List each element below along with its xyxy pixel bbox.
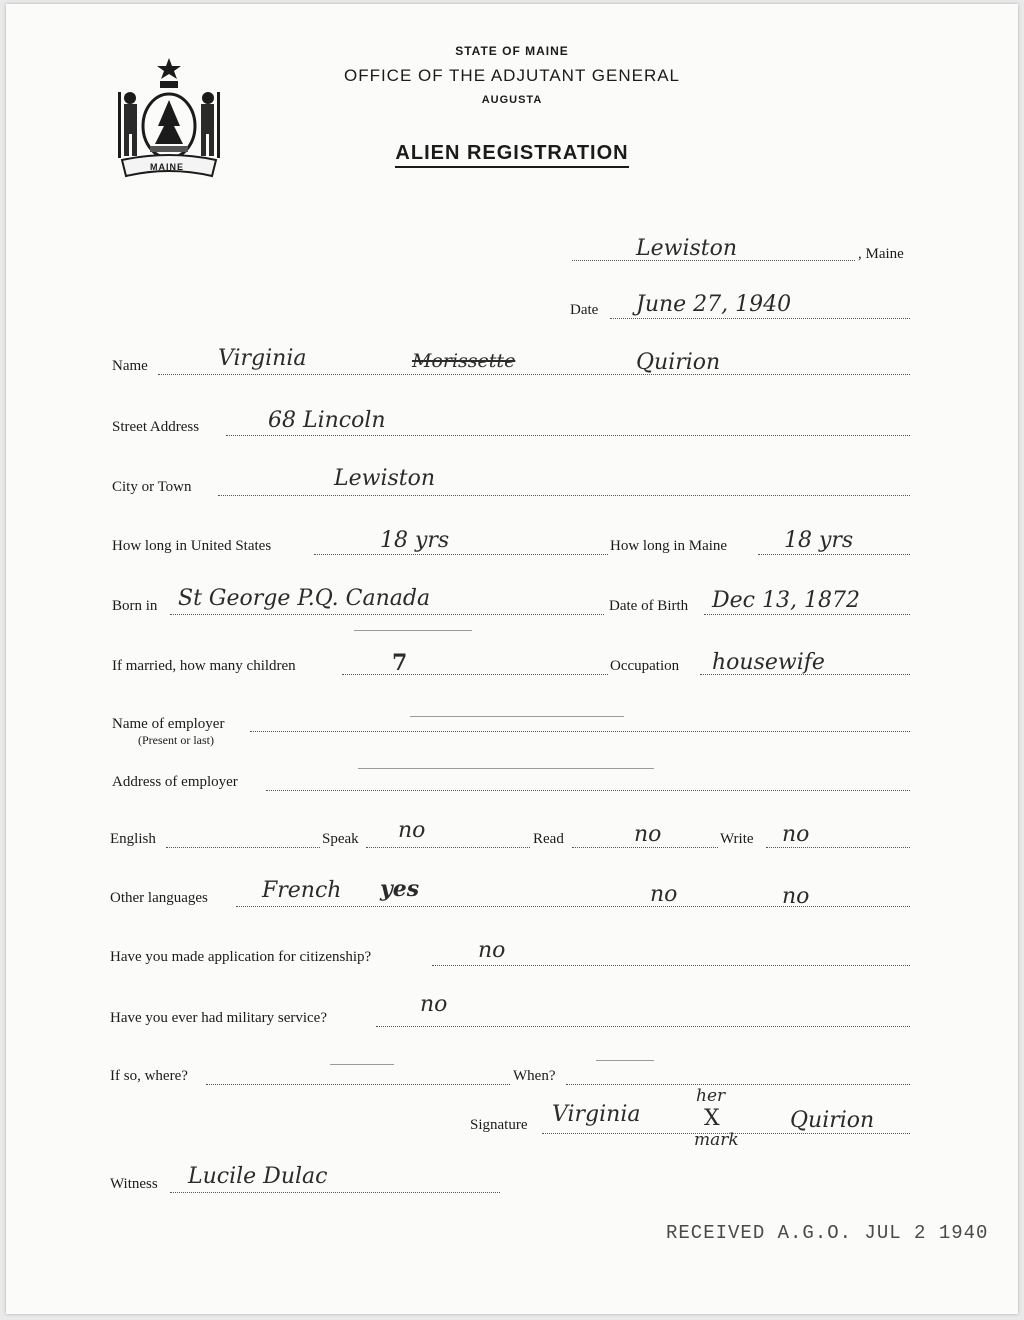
form-title: ALIEN REGISTRATION <box>0 142 1024 165</box>
place-value: Lewiston <box>636 236 738 261</box>
dob-label: Date of Birth <box>609 598 689 614</box>
english-write-value: no <box>782 822 810 847</box>
other-language-value: French <box>262 878 342 903</box>
when-label: When? <box>513 1068 556 1084</box>
children-label: If married, how many children <box>112 658 296 674</box>
english-speak-value: no <box>398 818 426 843</box>
date-value: June 27, 1940 <box>636 292 792 317</box>
occupation-label: Occupation <box>610 658 680 674</box>
seal-label: MAINE <box>150 162 184 172</box>
city-value: Lewiston <box>334 466 436 491</box>
other-speak-value: yes <box>380 876 420 902</box>
english-label: English <box>110 831 156 847</box>
employer-address-label: Address of employer <box>112 774 238 790</box>
employer-label: Name of employer <box>112 716 225 732</box>
where-label: If so, where? <box>110 1068 188 1084</box>
state-heading: STATE OF MAINE <box>455 44 569 58</box>
city-label: City or Town <box>112 479 192 495</box>
city-heading: AUGUSTA <box>481 94 543 106</box>
signature-her: her <box>696 1086 726 1106</box>
name-struck: Morissette <box>412 350 516 372</box>
english-speak-label: Speak <box>322 831 359 847</box>
english-read-label: Read <box>533 831 564 847</box>
military-label: Have you ever had military service? <box>110 1010 327 1026</box>
other-read-value: no <box>650 882 678 907</box>
occupation-value: housewife <box>712 650 825 675</box>
name-last: Quirion <box>636 350 721 375</box>
place-suffix: , Maine <box>858 246 904 262</box>
born-value: St George P.Q. Canada <box>178 586 431 611</box>
signature-last: Quirion <box>790 1108 875 1133</box>
office-heading: OFFICE OF THE ADJUTANT GENERAL <box>343 66 681 85</box>
maine-years-label: How long in Maine <box>610 538 728 554</box>
other-write-value: no <box>782 884 810 909</box>
us-years-value: 18 yrs <box>380 528 450 553</box>
dob-value: Dec 13, 1872 <box>712 588 860 613</box>
name-label: Name <box>112 358 148 374</box>
born-label: Born in <box>112 598 158 614</box>
received-stamp: RECEIVED A.G.O. JUL 2 1940 <box>666 1222 989 1244</box>
name-first: Virginia <box>218 346 307 371</box>
english-write-label: Write <box>720 831 754 847</box>
signature-mark: mark <box>694 1130 739 1150</box>
witness-value: Lucile Dulac <box>188 1164 328 1189</box>
citizenship-value: no <box>478 938 506 963</box>
military-value: no <box>420 992 448 1017</box>
signature-first: Virginia <box>552 1102 641 1127</box>
children-value: 7 <box>392 650 408 676</box>
us-years-label: How long in United States <box>112 538 272 554</box>
witness-label: Witness <box>110 1176 158 1192</box>
signature-label: Signature <box>470 1117 528 1133</box>
signature-mark-x: X <box>704 1106 720 1131</box>
citizenship-label: Have you made application for citizenship? <box>110 949 372 965</box>
maine-years-value: 18 yrs <box>784 528 854 553</box>
employer-sublabel: (Present or last) <box>138 733 214 747</box>
street-value: 68 Lincoln <box>268 408 386 433</box>
other-languages-label: Other languages <box>110 890 208 906</box>
english-read-value: no <box>634 822 662 847</box>
date-label: Date <box>570 302 599 318</box>
street-label: Street Address <box>112 419 200 435</box>
